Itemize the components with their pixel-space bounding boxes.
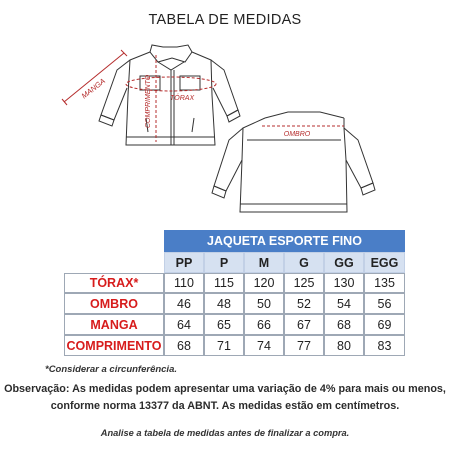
footnote: *Considerar a circunferência. bbox=[45, 364, 177, 375]
table-cell: 65 bbox=[204, 314, 244, 335]
table-cell: 54 bbox=[324, 293, 364, 314]
torax-diagram-label: TÓRAX bbox=[170, 95, 195, 102]
table-cell: 77 bbox=[284, 335, 324, 356]
observation-text bbox=[0, 381, 450, 415]
table-cell: 120 bbox=[244, 273, 284, 293]
observation-line-2: conforme norma 13377 da ABNT. As medidas estão em centímetros. bbox=[50, 400, 400, 412]
table-cell: 110 bbox=[164, 273, 204, 293]
size-gg: GG bbox=[324, 252, 364, 273]
table-cell: 125 bbox=[284, 273, 324, 293]
size-p: P bbox=[204, 252, 244, 273]
table-cell: 46 bbox=[164, 293, 204, 314]
table-cell: 130 bbox=[324, 273, 364, 293]
size-g: G bbox=[284, 252, 324, 273]
ombro-diagram-label: OMBRO bbox=[283, 131, 311, 138]
table-cell: 66 bbox=[244, 314, 284, 335]
observation-line-1: Observação: As medidas podem apresentar uma variação de 4% para mais ou menos, bbox=[4, 383, 446, 395]
table-cell: 64 bbox=[164, 314, 204, 335]
table-cell: 68 bbox=[324, 314, 364, 335]
row-label-manga: MANGA bbox=[64, 314, 164, 335]
table-cell: 67 bbox=[284, 314, 324, 335]
final-note: Analise a tabela de medidas antes de finalizar a compra. bbox=[100, 428, 350, 438]
row-label-comprimento: COMPRIMENTO bbox=[64, 335, 164, 356]
table-cell: 80 bbox=[324, 335, 364, 356]
table-cell: 48 bbox=[204, 293, 244, 314]
table-header: JAQUETA ESPORTE FINO bbox=[164, 230, 405, 252]
table-cell: 56 bbox=[364, 293, 405, 314]
size-m: M bbox=[244, 252, 284, 273]
table-cell: 135 bbox=[364, 273, 405, 293]
table-cell: 74 bbox=[244, 335, 284, 356]
manga-diagram-label: MANGA bbox=[79, 76, 107, 101]
row-label-ombro: OMBRO bbox=[64, 293, 164, 314]
table-cell: 115 bbox=[204, 273, 244, 293]
comprimento-diagram-label: COMPRIMENTO bbox=[145, 74, 152, 128]
table-cell: 69 bbox=[364, 314, 405, 335]
row-label-torax: TÓRAX* bbox=[64, 273, 164, 293]
page-title: TABELA DE MEDIDAS bbox=[148, 12, 302, 28]
size-pp: PP bbox=[164, 252, 204, 273]
table-cell: 83 bbox=[364, 335, 405, 356]
size-egg: EGG bbox=[364, 252, 405, 273]
table-cell: 50 bbox=[244, 293, 284, 314]
table-cell: 68 bbox=[164, 335, 204, 356]
table-cell: 52 bbox=[284, 293, 324, 314]
table-cell: 71 bbox=[204, 335, 244, 356]
